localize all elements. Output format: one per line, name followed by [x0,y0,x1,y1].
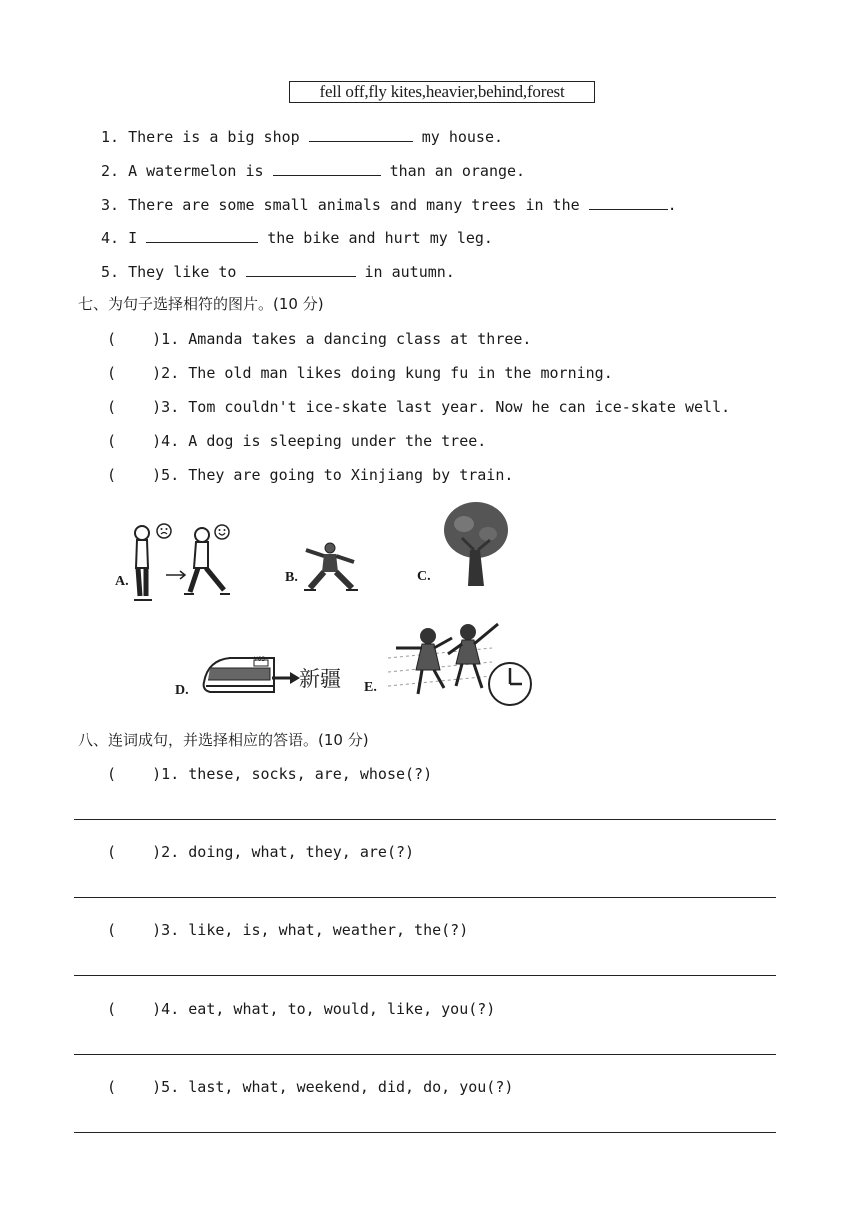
order-item-3 [107,920,468,940]
word-bank: fell off,fly kites,heavier,behind,forest [289,81,595,103]
answer-blank[interactable] [309,127,413,142]
fill-item-4 [101,228,493,248]
item-number: )4. [152,432,180,450]
answer-line-2[interactable] [74,897,776,898]
picture-label-c: C. [417,569,431,584]
fill-item-1 [101,127,503,147]
answer-bracket-open[interactable]: ( [107,398,117,416]
item-text-before: There is a big shop [128,128,300,146]
picture-label-a: A. [115,574,129,589]
item-number: )5. [152,1078,180,1096]
answer-bracket-open[interactable]: ( [107,843,117,861]
item-number: 5. [101,263,120,281]
item-text: The old man likes doing kung fu in the morning. [188,364,613,382]
item-number: )1. [152,330,180,348]
answer-bracket-open[interactable]: ( [107,921,117,939]
item-number: )4. [152,1000,180,1018]
answer-bracket-open[interactable]: ( [107,1000,117,1018]
picture-label-b: B. [285,570,298,585]
item-number: 3. [101,196,120,214]
item-text: Amanda takes a dancing class at three. [188,330,532,348]
fill-item-5 [101,262,455,282]
answer-bracket-open[interactable]: ( [107,466,117,484]
item-number: )2. [152,364,180,382]
match-item-5 [107,465,513,485]
answer-line-1[interactable] [74,819,776,820]
fill-item-2 [101,161,525,181]
item-text: A dog is sleeping under the tree. [188,432,487,450]
item-number: )3. [152,921,180,939]
item-words: doing, what, they, are(?) [188,843,415,861]
answer-bracket-open[interactable]: ( [107,364,117,382]
picture-label-d: D. [175,683,189,698]
picture-a-ice-skating [128,520,240,604]
fill-item-3 [101,195,677,215]
match-item-2 [107,363,613,383]
order-item-5 [107,1077,513,1097]
train-plate-text: Y63 [254,656,266,663]
item-text-before: They like to [128,263,237,281]
answer-blank[interactable] [589,195,668,210]
answer-bracket-open[interactable]: ( [107,330,117,348]
item-text-after: in autumn. [364,263,455,281]
item-words: eat, what, to, would, like, you(?) [188,1000,496,1018]
section-7-title: 七、为句子选择相符的图片。(10 分) [78,295,324,313]
picture-d-train [200,652,280,698]
match-item-4 [107,431,486,451]
picture-label-e: E. [364,680,377,695]
item-number: 4. [101,229,120,247]
item-number: )1. [152,765,180,783]
item-text-after: the bike and hurt my leg. [267,229,493,247]
item-text-after: than an orange. [389,162,526,180]
item-text: They are going to Xinjiang by train. [188,466,514,484]
match-item-3 [107,397,730,417]
picture-e-dancing-class [382,618,537,710]
item-text: Tom couldn't ice-skate last year. Now he can ice-skate well. [188,398,731,416]
item-number: )5. [152,466,180,484]
answer-blank[interactable] [246,262,356,277]
item-text-before: A watermelon is [128,162,264,180]
item-words: these, socks, are, whose(?) [188,765,433,783]
item-text-after: . [667,196,677,214]
answer-bracket-open[interactable]: ( [107,1078,117,1096]
answer-blank[interactable] [146,228,258,243]
section-8-title: 八、连词成句，并选择相应的答语。(10 分) [78,731,369,749]
picture-b-kung-fu [300,540,370,592]
item-words: last, what, weekend, did, do, you(?) [188,1078,514,1096]
answer-line-4[interactable] [74,1054,776,1055]
item-text-after: my house. [421,128,504,146]
match-item-1 [107,329,531,349]
item-text-before: There are some small animals and many trees in the [128,196,580,214]
picture-c-tree [440,500,512,588]
item-text-before: I [128,229,138,247]
answer-bracket-open[interactable]: ( [107,432,117,450]
item-words: like, is, what, weather, the(?) [188,921,469,939]
answer-blank[interactable] [273,161,381,176]
item-number: )3. [152,398,180,416]
answer-line-3[interactable] [74,975,776,976]
xinjiang-caption: 新疆 [299,667,341,691]
item-number: 1. [101,128,120,146]
arrow-icon [270,670,302,686]
order-item-4 [107,999,495,1019]
item-number: )2. [152,843,180,861]
item-number: 2. [101,162,120,180]
order-item-1 [107,764,432,784]
order-item-2 [107,842,414,862]
answer-line-5[interactable] [74,1132,776,1133]
answer-bracket-open[interactable]: ( [107,765,117,783]
